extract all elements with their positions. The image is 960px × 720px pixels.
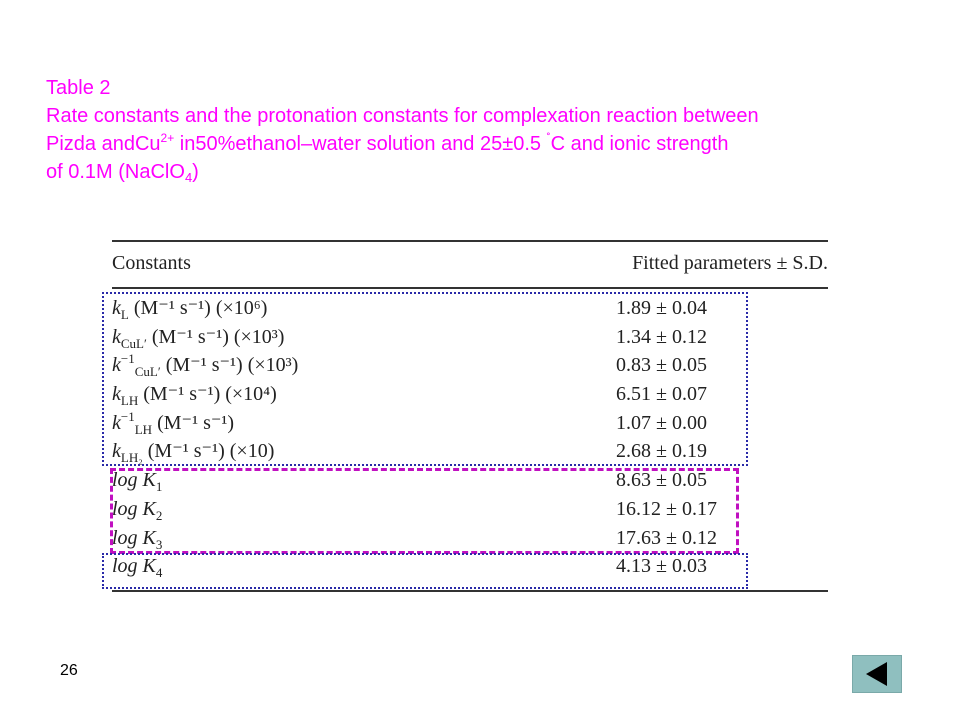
caption-superscript: 2+	[160, 131, 175, 145]
constant-unit: (M⁻¹ s⁻¹) (×10³)	[160, 354, 299, 377]
fitted-value: 1.34 ± 0.12	[616, 325, 707, 348]
column-header-constants: Constants	[112, 252, 191, 274]
rate-constants-highlight-box	[102, 292, 748, 466]
constant-unit: (M⁻¹ s⁻¹) (×10³)	[146, 325, 285, 348]
constant-subscript: LH	[120, 393, 139, 409]
fitted-value: 1.07 ± 0.00	[616, 411, 707, 434]
constant-superscript: −1	[120, 408, 135, 424]
constant-subscript: 1	[155, 479, 163, 495]
constant-symbol: log K	[112, 526, 156, 549]
caption-line-4	[46, 158, 926, 186]
table-header-rule	[112, 287, 828, 289]
fitted-value: 8.63 ± 0.05	[616, 469, 707, 492]
caption-text: of 0.1M (NaClO	[46, 161, 185, 183]
fitted-value: 2.68 ± 0.19	[616, 440, 707, 463]
constant-symbol: k	[112, 411, 121, 434]
constant-unit: (M⁻¹ s⁻¹)	[152, 411, 235, 434]
constant-symbol: k	[112, 440, 121, 463]
log-k4-highlight-box	[102, 553, 748, 589]
caption-line-2: Rate constants and the protonation constants for complexation reaction between	[46, 105, 759, 127]
constant-subscript: CuL′	[134, 364, 161, 380]
degree-symbol: ˚	[546, 131, 551, 145]
constant-subscript: LH₂	[120, 450, 143, 466]
constant-subscript: CuL′	[120, 335, 147, 351]
constant-subscript: 4	[155, 565, 163, 581]
constant-symbol: log K	[112, 469, 156, 492]
constant-subscript: L	[120, 307, 129, 322]
fitted-value: 17.63 ± 0.12	[616, 526, 717, 549]
constant-symbol: k	[112, 325, 121, 348]
constant-symbol: log K	[112, 555, 156, 578]
fitted-value: 1.89 ± 0.04	[616, 297, 707, 319]
caption-text: Pizda andCu	[46, 133, 161, 155]
constant-subscript: 2	[155, 507, 163, 523]
fitted-value: 6.51 ± 0.07	[616, 383, 707, 406]
constant-unit: (M⁻¹ s⁻¹) (×10)	[142, 440, 275, 463]
constant-superscript: −1	[120, 351, 135, 367]
caption-text: C and ionic strength	[550, 133, 729, 155]
caption-subscript: 4	[184, 170, 193, 185]
table-top-rule	[112, 240, 828, 242]
caption-label: Table 2	[46, 77, 111, 99]
page-number: 26	[60, 662, 78, 679]
constant-subscript: LH	[134, 421, 153, 437]
fitted-value: 4.13 ± 0.03	[616, 555, 707, 578]
fitted-value: 0.83 ± 0.05	[616, 354, 707, 377]
constant-symbol: k	[112, 297, 121, 319]
table-caption	[46, 74, 926, 186]
constant-unit: (M⁻¹ s⁻¹) (×10⁶)	[128, 297, 268, 319]
table-bottom-rule	[112, 590, 828, 592]
back-triangle-icon	[853, 656, 901, 692]
caption-text: in50%ethanol–water solution and 25±0.5	[174, 133, 547, 155]
constant-symbol: k	[112, 383, 121, 406]
column-header-fitted-parameters: Fitted parameters ± S.D.	[632, 252, 828, 274]
caption-line-3	[46, 130, 926, 158]
back-button[interactable]	[852, 655, 902, 693]
constant-symbol: log K	[112, 497, 156, 520]
protonation-constants-highlight-box	[110, 468, 739, 554]
constant-symbol: k	[112, 354, 121, 377]
constant-unit: (M⁻¹ s⁻¹) (×10⁴)	[138, 383, 277, 406]
fitted-value: 16.12 ± 0.17	[616, 497, 717, 520]
caption-text: )	[192, 161, 199, 183]
constant-subscript: 3	[155, 536, 163, 552]
